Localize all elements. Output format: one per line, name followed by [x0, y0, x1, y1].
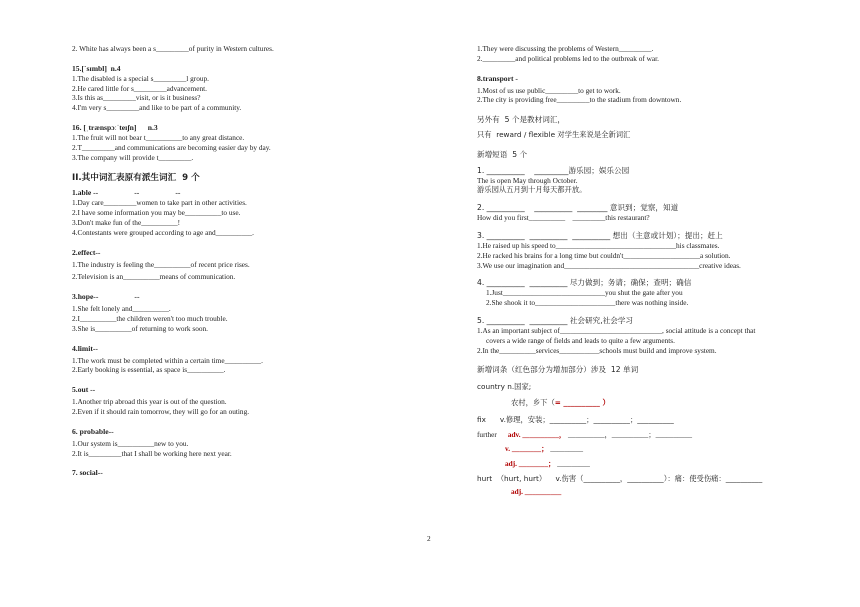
sentence: 1.The work must be completed within a certain time__________. — [72, 355, 263, 365]
added-part: adj. ________； — [505, 459, 556, 469]
sentence: 2.I__________the children weren't too much trouble. — [72, 313, 228, 323]
entry-fix: fix v.修理，安装；__________；__________；__________ — [477, 414, 674, 424]
sentence: 2.Early booking is essential, as space is__________. — [72, 365, 226, 375]
sentence: 2.She shook it to______________________there was nothing inside. — [486, 298, 689, 308]
entry-country-sub — [477, 398, 787, 408]
sentence: 1.The fruit will not bear t__________to any great distance. — [72, 132, 245, 142]
page-number: 2 — [427, 534, 431, 543]
sentence: 1.Our system is__________new to you. — [72, 438, 189, 448]
sentence: 2.The city is providing free_________to the stadium from downtown. — [477, 95, 682, 105]
word-heading: 4.limit-- — [72, 343, 98, 353]
section-heading: 新增短语 5 个 — [477, 149, 528, 159]
section-note: 另外有 5 个是教材词汇， — [477, 115, 566, 125]
sentence: 3.Is this as_________visit, or is it business? — [72, 93, 201, 103]
word-heading: 8.transport - — [477, 73, 518, 83]
sentence: 3.The company will provide t_________. — [72, 152, 194, 162]
sentence: 2. White has always been a s_________of purity in Western cultures. — [72, 44, 274, 53]
sentence: 2.It is_________that I shall be working here next year. — [72, 448, 232, 458]
sentence: 1.Just____________________________you shut the gate after you — [486, 288, 683, 298]
entry-further-verb — [477, 444, 787, 454]
entry-text: _________ — [557, 459, 590, 469]
left-column — [72, 44, 362, 478]
entry-word: further — [477, 429, 497, 439]
word-heading: 3.hope-- -- — [72, 292, 140, 302]
sentence: 2.He cared little for s_________advancement. — [72, 83, 207, 93]
sentence: How did you first__________ _________this restaurant? — [477, 213, 650, 223]
sentence: 1.Day care_________women to take part in other activities. — [72, 198, 247, 208]
sentence: 1.They were discussing the problems of Western_________. — [477, 44, 654, 53]
added-part: adv. __________， — [507, 429, 567, 439]
sentence: covers a wide range of fields and leads to quite a few arguments. — [486, 335, 675, 345]
entry-text: _________ — [550, 444, 584, 454]
sentence: 2.In the__________services___________schools must build and improve system. — [477, 345, 717, 355]
added-part: adj. __________ — [511, 486, 562, 496]
phrase-heading: 4. __________ __________ 尽力做到；务请；确保；查明；确信 — [477, 278, 692, 288]
sentence: 1.The industry is feeling the__________of recent price rises. — [72, 259, 250, 269]
word-heading: 15.[`sɪmbl] n.4 — [72, 63, 121, 73]
sentence: 1.Another trip abroad this year is out of the question. — [72, 397, 227, 407]
sentence: 1.He raised up his speed to_________________________________his classmates. — [477, 240, 720, 250]
phrase-heading: 2. __________ __________ ________ 意识到；觉察，知道 — [477, 203, 679, 213]
word-heading: 6. probable-- — [72, 426, 114, 436]
word-heading: 2.effect-- — [72, 247, 101, 257]
word-heading: 5.out -- — [72, 385, 96, 395]
sentence: 1.The disabled is a special s_________l group. — [72, 73, 209, 83]
sentence: 2.Television is an__________means of communication. — [72, 272, 236, 282]
added-part: v. ________； — [505, 444, 549, 454]
entry-text: __________，__________；__________ — [568, 429, 693, 439]
sentence: 1.As an important subject of____________________________, social attitude is a concept that — [477, 325, 756, 335]
section-heading: 新增词条（红色部分为增加部分）涉及 12 单词 — [477, 365, 639, 375]
sentence: 1.She felt lonely and__________. — [72, 304, 171, 314]
sentence: 4.Contestants were grouped according to age and__________. — [72, 227, 254, 237]
phrase-heading: 3. __________ __________ __________ 想出（主意或计划）；提出；赶上 — [477, 230, 723, 240]
entry-hurt: hurt （hurt, hurt） v.伤害（__________，__________）：痛：使受伤痛：__________ — [477, 473, 763, 483]
entry-further — [477, 430, 787, 440]
sentence: 2._________and political problems led to the outbreak of war. — [477, 53, 659, 63]
sentence: 3.We use our imagination and_____________________________________creative ideas. — [477, 260, 741, 270]
sentence: The is open May through October. — [477, 175, 578, 185]
sentence: 2.Even if it should rain tomorrow, they will go for an outing. — [72, 406, 250, 416]
sentence: 2.T_________and communications are becoming easier day by day. — [72, 142, 271, 152]
entry-country: country n.国家; — [477, 382, 532, 392]
sentence: 2.I have some information you may be__________to use. — [72, 208, 241, 218]
sentence: 3.She is__________of returning to work soon. — [72, 323, 208, 333]
sentence: 4.I'm very s_________and like to be part of a community. — [72, 103, 242, 113]
word-heading: 1.able -- -- -- — [72, 188, 181, 198]
word-heading: 16. [ˌtrænspɔːˈteɪʃn] n.3 — [72, 122, 158, 132]
sentence: 2.He racked his brains for a long time but couldn't_____________________a solution. — [477, 250, 731, 260]
sentence: 1.Most of us use public_________to get to work. — [477, 85, 621, 95]
sentence: 3.Don't make fun of the__________! — [72, 217, 181, 227]
entry-text: 农村，乡下（ — [511, 397, 555, 407]
phrase-heading: 1. __________ _________游乐园；娱乐公园 — [477, 165, 630, 175]
section-note: 只有 reward / flexible 对学生来说是全新词汇 — [477, 129, 631, 139]
entry-further-adj — [477, 459, 787, 469]
right-column — [477, 44, 787, 497]
added-part: = __________ ） — [554, 397, 610, 407]
section-heading: II.其中词汇表原有派生词汇 9 个 — [72, 173, 200, 184]
phrase-heading: 5. __________ __________ 社会研究,社会学习 — [477, 315, 634, 325]
sentence: 游乐园从五月到十月每天都开放。 — [477, 185, 587, 195]
word-heading: 7. social-- — [72, 468, 103, 478]
